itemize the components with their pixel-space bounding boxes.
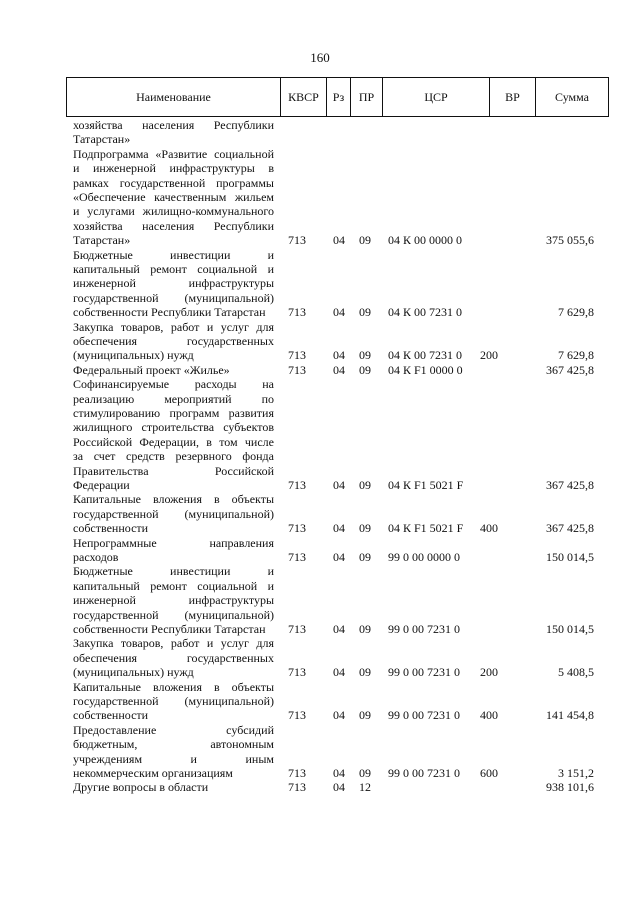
row-name <box>73 363 274 377</box>
row-name-line: некоммерческим организациям <box>73 765 233 780</box>
header-csr: ЦСР <box>383 78 490 116</box>
cell-kvsr: 713 <box>288 362 306 377</box>
cell-vr: 200 <box>480 348 498 363</box>
cell-vr: 400 <box>480 521 498 536</box>
table-row <box>0 147 640 248</box>
row-name-line: Капитальные вложения в объекты <box>73 679 274 694</box>
table-row <box>0 636 640 679</box>
cell-pr: 12 <box>359 780 371 795</box>
row-name <box>73 377 274 492</box>
row-name-line: инженерной инфраструктуры <box>73 276 274 291</box>
cell-pr: 09 <box>359 233 371 248</box>
row-name-line: Федеральный проект «Жилье» <box>73 362 230 377</box>
row-name <box>73 723 274 781</box>
row-name <box>73 536 274 565</box>
table-row <box>0 564 640 636</box>
row-name-line: бюджетным, автономным <box>73 737 274 752</box>
cell-kvsr: 713 <box>288 708 306 723</box>
row-name-line: собственности <box>73 521 149 536</box>
cell-csr: 99 0 00 7231 0 <box>388 708 460 723</box>
row-name-line: государственной (муниципальной) <box>73 607 274 622</box>
table-row <box>0 363 640 377</box>
row-name-line: (муниципальных) нужд <box>73 348 194 363</box>
row-name <box>73 780 274 794</box>
row-name-line: Другие вопросы в области <box>73 780 209 795</box>
row-name-line: государственной (муниципальной) <box>73 693 274 708</box>
row-name-line: Непрограммные направления <box>73 535 274 550</box>
row-name-line: обеспечения государственных <box>73 334 274 348</box>
cell-kvsr: 713 <box>288 233 306 248</box>
cell-sum: 367 425,8 <box>546 362 594 377</box>
row-name-line: Подпрограмма «Развитие социальной <box>73 146 274 161</box>
row-name-line: Закупка товаров, работ и услуг для <box>73 636 274 651</box>
table-row <box>0 118 640 147</box>
cell-sum: 7 629,8 <box>558 348 594 363</box>
cell-rz: 04 <box>333 477 345 492</box>
cell-rz: 04 <box>333 521 345 536</box>
row-name-line: Татарстан» <box>73 132 131 147</box>
row-name-line: учреждениям и иным <box>73 751 274 766</box>
cell-vr: 200 <box>480 665 498 680</box>
row-name <box>73 680 274 723</box>
row-name-line: (муниципальных) нужд <box>73 665 194 680</box>
cell-rz: 04 <box>333 765 345 780</box>
cell-rz: 04 <box>333 780 345 795</box>
cell-pr: 09 <box>359 665 371 680</box>
cell-csr: 99 0 00 7231 0 <box>388 765 460 780</box>
cell-csr: 99 0 00 7231 0 <box>388 621 460 636</box>
row-name-line: Капитальные вложения в объекты <box>73 492 274 507</box>
header-sum: Сумма <box>555 90 589 104</box>
table-row <box>0 320 640 363</box>
cell-csr: 04 К F1 0000 0 <box>388 362 463 377</box>
cell-rz: 04 <box>333 621 345 636</box>
cell-pr: 09 <box>359 521 371 536</box>
cell-sum: 141 454,8 <box>546 708 594 723</box>
cell-kvsr: 713 <box>288 665 306 680</box>
cell-pr: 09 <box>359 549 371 564</box>
row-name-line: Федерации <box>73 478 130 493</box>
cell-sum: 375 055,6 <box>546 233 594 248</box>
table-row <box>0 536 640 565</box>
cell-pr: 09 <box>359 348 371 363</box>
row-name-line: государственной (муниципальной) <box>73 506 274 521</box>
row-name-line: «Обеспечение качественным жильем <box>73 190 274 205</box>
row-name <box>73 147 274 248</box>
cell-csr: 99 0 00 7231 0 <box>388 665 460 680</box>
row-name-line: собственности Республики Татарстан <box>73 621 266 636</box>
cell-sum: 150 014,5 <box>546 621 594 636</box>
header-vr: ВР <box>490 78 536 116</box>
table-row <box>0 377 640 492</box>
cell-pr: 09 <box>359 708 371 723</box>
row-name-line: и инженерной инфраструктуры в <box>73 161 274 176</box>
row-name <box>73 492 274 535</box>
cell-sum: 150 014,5 <box>546 549 594 564</box>
cell-sum: 7 629,8 <box>558 305 594 320</box>
cell-kvsr: 713 <box>288 521 306 536</box>
table-header <box>66 77 609 117</box>
row-name-line: Закупка товаров, работ и услуг для <box>73 319 274 334</box>
row-name-line: Правительства Российской <box>73 463 274 478</box>
cell-kvsr: 713 <box>288 305 306 320</box>
row-name-line: Татарстан» <box>73 233 131 248</box>
cell-csr: 99 0 00 0000 0 <box>388 549 460 564</box>
row-name-line: рамках государственной программы <box>73 175 274 190</box>
cell-kvsr: 713 <box>288 549 306 564</box>
row-name-line: Российской Федерации, в том числе <box>73 434 274 449</box>
cell-csr: 04 К 00 0000 0 <box>388 233 463 248</box>
cell-rz: 04 <box>333 233 345 248</box>
row-name <box>73 248 274 320</box>
header-pr: ПР <box>351 78 383 116</box>
table-row <box>0 492 640 535</box>
row-name <box>73 320 274 363</box>
cell-rz: 04 <box>333 708 345 723</box>
cell-pr: 09 <box>359 621 371 636</box>
row-name-line: и услугами жилищно-коммунального <box>73 204 274 219</box>
row-name-line: Бюджетные инвестиции и <box>73 564 274 579</box>
header-rz: Рз <box>327 78 351 116</box>
cell-vr: 400 <box>480 708 498 723</box>
row-name-line: капитальный ремонт социальной и <box>73 578 274 593</box>
header-name: Наименование <box>67 78 281 116</box>
cell-csr: 04 К 00 7231 0 <box>388 305 463 320</box>
cell-vr: 600 <box>480 765 498 780</box>
row-name-line: Бюджетные инвестиции и <box>73 247 274 262</box>
row-name-line: государственной (муниципальной) <box>73 290 274 305</box>
row-name <box>73 118 274 147</box>
cell-rz: 04 <box>333 362 345 377</box>
cell-kvsr: 713 <box>288 780 306 795</box>
row-name <box>73 636 274 679</box>
row-name-line: хозяйства населения Республики <box>73 218 274 233</box>
cell-sum: 367 425,8 <box>546 477 594 492</box>
cell-pr: 09 <box>359 305 371 320</box>
row-name-line: обеспечения государственных <box>73 650 274 665</box>
row-name <box>73 564 274 636</box>
row-name-line: расходов <box>73 549 119 564</box>
table-row <box>0 780 640 794</box>
cell-csr: 04 К F1 5021 F <box>388 521 464 536</box>
cell-sum: 5 408,5 <box>558 665 594 680</box>
row-name-line: хозяйства населения Республики <box>73 118 274 132</box>
row-name-line: Софинансируемые расходы на <box>73 377 274 392</box>
cell-kvsr: 713 <box>288 477 306 492</box>
cell-csr: 04 К F1 5021 F <box>388 477 464 492</box>
cell-rz: 04 <box>333 549 345 564</box>
row-name-line: реализацию мероприятий по <box>73 391 274 406</box>
table-row <box>0 680 640 723</box>
cell-kvsr: 713 <box>288 621 306 636</box>
cell-csr: 04 К 00 7231 0 <box>388 348 463 363</box>
cell-sum: 3 151,2 <box>558 765 594 780</box>
header-kvsr: КВСР <box>281 78 327 116</box>
row-name-line: стимулированию программ развития <box>73 405 274 420</box>
table-row <box>0 723 640 781</box>
row-name-line: собственности <box>73 708 149 723</box>
cell-rz: 04 <box>333 348 345 363</box>
cell-rz: 04 <box>333 305 345 320</box>
cell-kvsr: 713 <box>288 765 306 780</box>
row-name-line: капитальный ремонт социальной и <box>73 262 274 276</box>
cell-sum: 938 101,6 <box>546 780 594 795</box>
row-name-line: жилищного строительства субъектов <box>73 420 274 435</box>
cell-pr: 09 <box>359 765 371 780</box>
row-name-line: собственности Республики Татарстан <box>73 305 266 320</box>
table-body <box>0 118 640 795</box>
cell-sum: 367 425,8 <box>546 521 594 536</box>
page-number: 160 <box>310 50 330 65</box>
row-name-line: инженерной инфраструктуры <box>73 593 274 608</box>
row-name-line: Предоставление субсидий <box>73 722 274 737</box>
cell-rz: 04 <box>333 665 345 680</box>
cell-pr: 09 <box>359 477 371 492</box>
cell-kvsr: 713 <box>288 348 306 363</box>
table-row <box>0 248 640 320</box>
row-name-line: за счет средств резервного фонда <box>73 449 274 464</box>
cell-pr: 09 <box>359 362 371 377</box>
